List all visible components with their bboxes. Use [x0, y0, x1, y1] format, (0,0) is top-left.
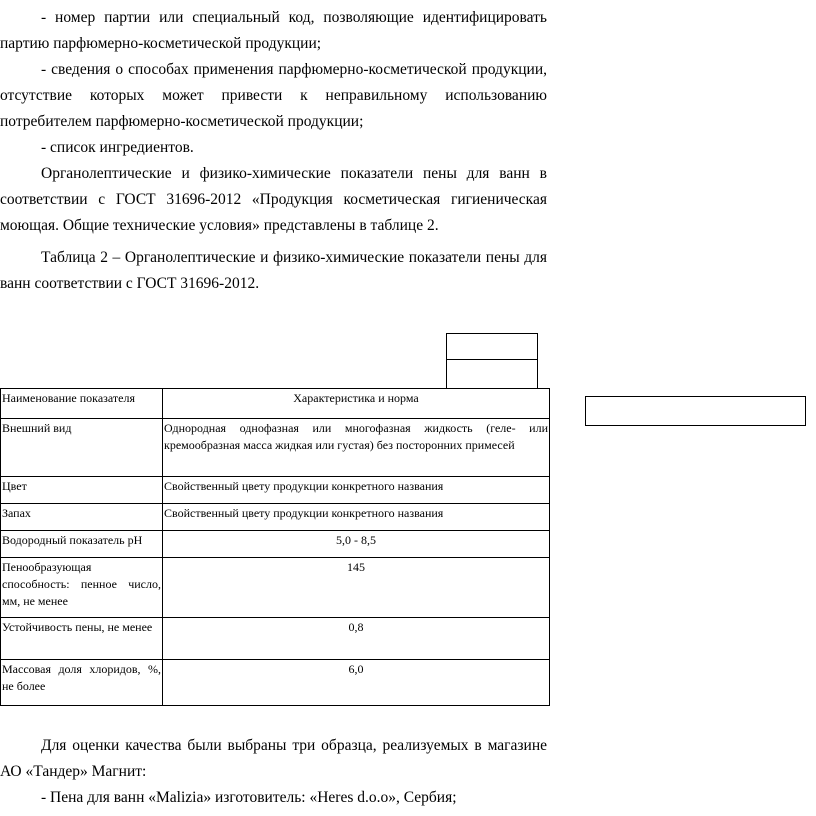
empty-box-right — [585, 396, 806, 426]
empty-box-upper — [446, 333, 538, 361]
row-value: Свойственный цвету продукции конкретного названия — [163, 477, 550, 504]
row-name: Запах — [1, 504, 163, 531]
row-value: 5,0 - 8,5 — [163, 531, 550, 558]
table-row — [1, 660, 550, 706]
paragraph-ingredients: - список ингредиентов. — [41, 139, 194, 156]
row-name: Устойчивость пены, не менее — [1, 618, 163, 660]
empty-box-lower — [446, 359, 538, 389]
row-name: Цвет — [1, 477, 163, 504]
table-row — [1, 618, 550, 660]
paragraph-usage-info: - сведения о способах применения парфюмерно-косметической продукции, отсутствие которых может привести к неправильному использованию потребителем парфюмерно-косметической продукции; — [0, 61, 547, 130]
table-row — [1, 477, 550, 504]
row-value: 0,8 — [163, 618, 550, 660]
table-row — [1, 558, 550, 618]
paragraph-standard-intro: Органолептические и физико-химические показатели пены для ванн в соответствии с ГОСТ 31696-2012 «Продукция косметическая гигиеническая моющая. Общие технические условия» представлены в таблице 2. — [0, 165, 547, 234]
header-characteristic: Характеристика и норма — [163, 389, 550, 419]
row-name: Пенообразующая способность: пенное число, мм, не менее — [1, 558, 163, 618]
table-header-row — [1, 389, 550, 419]
paragraph-batch-number: - номер партии или специальный код, позволяющие идентифицировать партию парфюмерно-косметической продукции; — [0, 9, 547, 52]
table-row — [1, 419, 550, 477]
row-value: 145 — [163, 558, 550, 618]
row-value: 6,0 — [163, 660, 550, 706]
table-row — [1, 504, 550, 531]
table-caption: Таблица 2 – Органолептические и физико-химические показатели пены для ванн соответствии с ГОСТ 31696-2012. — [0, 249, 547, 292]
table-row — [1, 531, 550, 558]
row-value: Свойственный цвету продукции конкретного названия — [163, 504, 550, 531]
row-value: Однородная однофазная или многофазная жидкость (геле- или кремообразная масса жидкая или густая) без посторонних примесей — [163, 419, 550, 477]
row-name: Водородный показатель pH — [1, 531, 163, 558]
row-name: Массовая доля хлоридов, %, не более — [1, 660, 163, 706]
row-name: Внешний вид — [1, 419, 163, 477]
paragraph-samples: Для оценки качества были выбраны три образца, реализуемых в магазине АО «Тандер» Магнит: — [0, 737, 547, 780]
properties-table — [0, 388, 550, 706]
header-indicator-name: Наименование показателя — [1, 389, 163, 419]
paragraph-sample-malizia: - Пена для ванн «Malizia» изготовитель: «Heres d.o.o», Сербия; — [41, 789, 457, 806]
